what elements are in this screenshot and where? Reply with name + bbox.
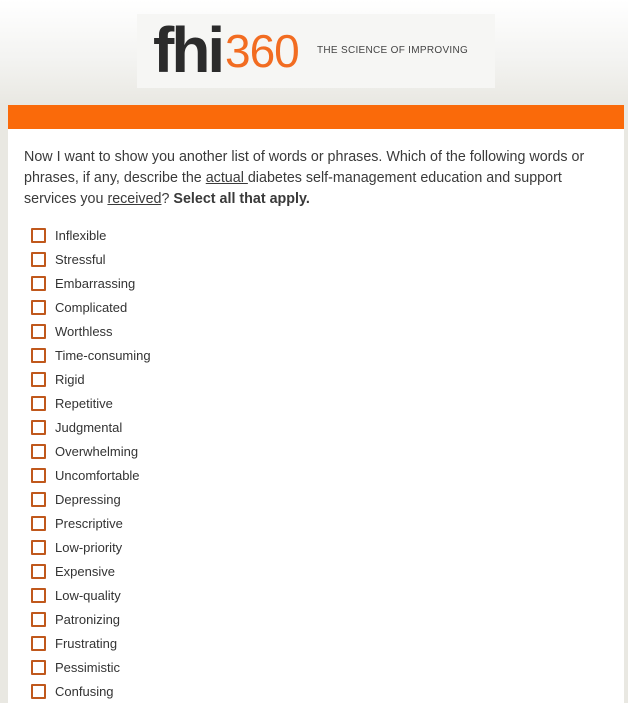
question-text-part: Now I want to show you another list of words or phrases. Which of the following words or phrases, if any, describe the <box>24 149 585 186</box>
option-label[interactable]: Low-priority <box>55 539 123 555</box>
checkbox[interactable] <box>31 420 46 435</box>
option-item[interactable] <box>31 655 624 679</box>
checkbox[interactable] <box>31 564 46 579</box>
checkbox[interactable] <box>31 444 46 459</box>
option-item[interactable] <box>31 487 624 511</box>
option-item[interactable] <box>31 583 624 607</box>
option-label[interactable]: Expensive <box>55 563 115 579</box>
checkbox[interactable] <box>31 660 46 675</box>
option-label[interactable]: Frustrating <box>55 635 118 651</box>
checkbox[interactable] <box>31 516 46 531</box>
checkbox[interactable] <box>31 468 46 483</box>
option-label[interactable]: Patronizing <box>55 611 121 627</box>
checkbox[interactable] <box>31 300 46 315</box>
checkbox[interactable] <box>31 684 46 699</box>
options-list <box>8 223 624 703</box>
option-label[interactable]: Stressful <box>55 251 106 267</box>
option-item[interactable] <box>31 439 624 463</box>
option-label[interactable]: Confusing <box>55 683 114 699</box>
fhi360-logo <box>137 14 495 88</box>
option-label[interactable]: Overwhelming <box>55 443 139 459</box>
option-label[interactable]: Prescriptive <box>55 515 123 531</box>
option-item[interactable] <box>31 391 624 415</box>
option-item[interactable] <box>31 223 624 247</box>
checkbox[interactable] <box>31 636 46 651</box>
checkbox[interactable] <box>31 540 46 555</box>
question-text <box>24 147 608 210</box>
option-item[interactable] <box>31 247 624 271</box>
checkbox[interactable] <box>31 252 46 267</box>
checkbox[interactable] <box>31 372 46 387</box>
option-item[interactable] <box>31 463 624 487</box>
option-item[interactable] <box>31 319 624 343</box>
checkbox[interactable] <box>31 396 46 411</box>
option-item[interactable] <box>31 559 624 583</box>
option-label[interactable]: Time-consuming <box>55 347 151 363</box>
option-item[interactable] <box>31 343 624 367</box>
option-label[interactable]: Pessimistic <box>55 659 121 675</box>
question-text-part: ? <box>161 191 174 207</box>
checkbox[interactable] <box>31 492 46 507</box>
option-label[interactable]: Uncomfortable <box>55 467 140 483</box>
page-header <box>0 0 628 105</box>
option-item[interactable] <box>31 415 624 439</box>
logo-number: 360 <box>225 25 299 77</box>
checkbox[interactable] <box>31 612 46 627</box>
question-text-part: diabetes self-management education and support services you <box>24 170 562 207</box>
option-item[interactable] <box>31 535 624 559</box>
option-label[interactable]: Embarrassing <box>55 275 136 291</box>
option-label[interactable]: Low-quality <box>55 587 121 603</box>
option-label[interactable]: Rigid <box>55 371 85 387</box>
option-label[interactable]: Worthless <box>55 323 113 339</box>
option-label[interactable]: Repetitive <box>55 395 113 411</box>
option-item[interactable] <box>31 271 624 295</box>
option-item[interactable] <box>31 607 624 631</box>
option-label[interactable]: Judgmental <box>55 419 123 435</box>
checkbox[interactable] <box>31 228 46 243</box>
checkbox[interactable] <box>31 324 46 339</box>
logo-word: fhi <box>153 14 223 86</box>
accent-bar <box>8 105 624 129</box>
question-emphasis-actual: actual <box>205 170 248 186</box>
option-label[interactable]: Depressing <box>55 491 121 507</box>
option-label[interactable]: Complicated <box>55 299 128 315</box>
option-label[interactable]: Inflexible <box>55 227 107 243</box>
option-item[interactable] <box>31 631 624 655</box>
survey-card <box>8 105 624 703</box>
option-item[interactable] <box>31 367 624 391</box>
option-item[interactable] <box>31 679 624 703</box>
logo-tagline: THE SCIENCE OF IMPROVING <box>317 45 469 56</box>
question-instruction: Select all that apply. <box>173 191 310 207</box>
checkbox[interactable] <box>31 588 46 603</box>
option-item[interactable] <box>31 295 624 319</box>
checkbox[interactable] <box>31 348 46 363</box>
question-emphasis-received: received <box>107 191 162 207</box>
checkbox[interactable] <box>31 276 46 291</box>
option-item[interactable] <box>31 511 624 535</box>
